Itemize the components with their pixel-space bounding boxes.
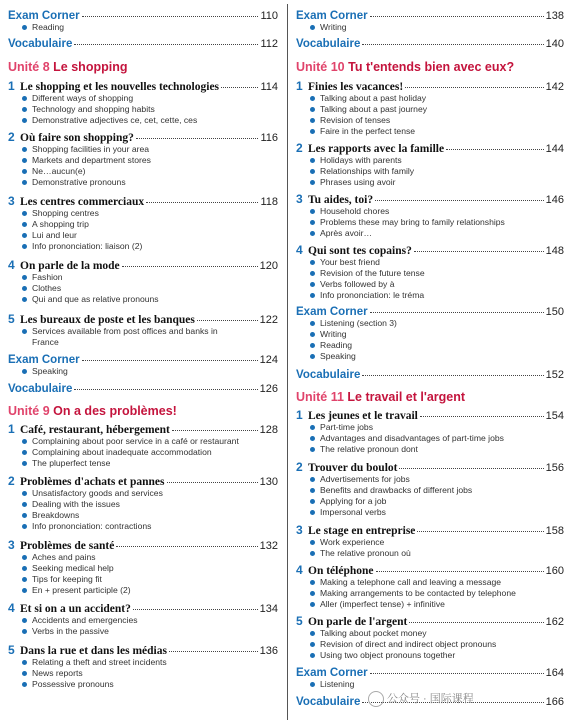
section-title: Les centres commerciaux	[20, 196, 145, 208]
section-title: Dans la rue et dans les médias	[20, 645, 167, 657]
list-item: Info prononciation: contractions	[22, 521, 278, 532]
list-item: Complaining about inadequate accommodation	[22, 447, 278, 458]
section-number: 2	[296, 460, 303, 474]
page-number: 120	[259, 260, 278, 272]
list-item: Unsatisfactory goods and services	[22, 488, 278, 499]
exam-corner-164[interactable]	[296, 667, 564, 690]
section-u10-2[interactable]	[296, 141, 564, 188]
unit-name: On a des problèmes!	[53, 404, 177, 418]
exam-corner-title: Exam Corner	[296, 306, 368, 318]
list-item: Making a telephone call and leaving a message	[310, 577, 564, 588]
section-title: Les jeunes et le travail	[308, 410, 418, 422]
column-divider	[287, 4, 288, 720]
section-title: Trouver du boulot	[308, 462, 398, 474]
page-number: 156	[545, 462, 564, 474]
section-u9-1[interactable]	[8, 422, 278, 469]
page-number: 114	[260, 81, 278, 93]
list-item: Holidays with parents	[310, 155, 564, 166]
section-title: Où faire son shopping?	[20, 132, 134, 144]
section-title: Tu aides, toi?	[308, 194, 374, 206]
page-number: 152	[545, 369, 564, 381]
vocabulaire-126[interactable]	[8, 383, 278, 395]
unit-label: Unité 8	[8, 60, 50, 74]
unit-label: Unité 9	[8, 404, 50, 418]
list-item: Clothes	[22, 283, 278, 294]
section-title: Finies les vacances!	[308, 81, 404, 93]
list-item: Après avoir…	[310, 228, 564, 239]
list-item: Technology and shopping habits	[22, 104, 278, 115]
page-number: 164	[545, 667, 564, 679]
watermark-text: 公众号 · 国际课程	[387, 693, 474, 705]
section-u8-5[interactable]	[8, 312, 278, 348]
section-title: Problèmes de santé	[20, 540, 115, 552]
section-u10-1[interactable]	[296, 79, 564, 137]
list-item: Part-time jobs	[310, 422, 564, 433]
item-list	[8, 326, 242, 348]
item-list	[296, 577, 564, 610]
list-item: Fashion	[22, 272, 278, 283]
list-item: Household chores	[310, 206, 564, 217]
list-item: Benefits and drawbacks of different jobs	[310, 485, 564, 496]
list-item: A shopping trip	[22, 219, 278, 230]
list-item: Speaking	[310, 351, 564, 362]
page-number: 132	[259, 540, 278, 552]
list-item: News reports	[22, 668, 278, 679]
section-number: 3	[296, 523, 303, 537]
section-u9-4[interactable]	[8, 601, 278, 637]
list-item: Reading	[22, 22, 278, 33]
list-item: Accidents and emergencies	[22, 615, 278, 626]
section-number: 2	[8, 130, 15, 144]
list-item: Lui and leur	[22, 230, 278, 241]
exam-corner-124[interactable]	[8, 354, 278, 377]
item-list	[296, 93, 564, 137]
exam-corner-138[interactable]	[296, 10, 564, 33]
exam-corner-title: Exam Corner	[296, 10, 368, 22]
list-item: Faire in the perfect tense	[310, 126, 564, 137]
item-list	[8, 552, 278, 596]
item-list	[296, 318, 564, 362]
list-item: Verbs in the passive	[22, 626, 278, 637]
vocabulaire-title: Vocabulaire	[296, 369, 361, 381]
section-u8-4[interactable]	[8, 258, 278, 305]
item-list	[296, 22, 564, 33]
list-item: Your best friend	[310, 257, 564, 268]
list-item: Info prononciation: liaison (2)	[22, 241, 278, 252]
vocabulaire-152[interactable]	[296, 369, 564, 381]
page-number: 134	[259, 603, 278, 615]
list-item: Dealing with the issues	[22, 499, 278, 510]
list-item: Shopping centres	[22, 208, 278, 219]
section-title: Le stage en entreprise	[308, 525, 416, 537]
wechat-icon	[368, 691, 384, 707]
page-number: 160	[545, 565, 564, 577]
item-list	[296, 206, 564, 239]
item-list	[296, 628, 564, 661]
item-list	[296, 155, 564, 188]
page-number: 128	[259, 424, 278, 436]
watermark	[368, 690, 474, 707]
page-number: 118	[260, 196, 278, 208]
item-list	[296, 537, 564, 559]
list-item: Revision of tenses	[310, 115, 564, 126]
page-number: 138	[545, 10, 564, 22]
list-item: Demonstrative pronouns	[22, 177, 278, 188]
list-item: Markets and department stores	[22, 155, 278, 166]
list-item: Applying for a job	[310, 496, 564, 507]
item-list	[296, 422, 564, 455]
section-number: 2	[296, 141, 303, 155]
section-number: 2	[8, 474, 15, 488]
unit-label: Unité 11	[296, 390, 344, 404]
section-title: Café, restaurant, hébergement	[20, 424, 170, 436]
list-item: Revision of direct and indirect object pronouns	[310, 639, 564, 650]
page-number: 116	[260, 132, 278, 144]
section-number: 4	[8, 258, 15, 272]
page-number: 150	[545, 306, 564, 318]
list-item: Writing	[310, 22, 564, 33]
list-item: Reading	[310, 340, 564, 351]
section-number: 3	[8, 538, 15, 552]
section-u9-3[interactable]	[8, 538, 278, 596]
exam-corner-150[interactable]	[296, 306, 564, 362]
section-number: 4	[296, 243, 303, 257]
unit-10-heading	[296, 60, 564, 74]
list-item: Relationships with family	[310, 166, 564, 177]
section-title: Et si on a un accident?	[20, 603, 131, 615]
unit-11-heading	[296, 390, 564, 404]
page-number: 146	[545, 194, 564, 206]
section-title: On parle de l'argent	[308, 616, 408, 628]
list-item: Listening (section 3)	[310, 318, 564, 329]
list-item: Possessive pronouns	[22, 679, 278, 690]
list-item: Listening	[310, 679, 564, 690]
list-item: Phrases using avoir	[310, 177, 564, 188]
section-u9-5[interactable]	[8, 643, 278, 690]
page-number: 130	[259, 476, 278, 488]
page-number: 126	[259, 383, 278, 395]
list-item: Info prononciation: le tréma	[310, 290, 564, 301]
item-list	[8, 488, 278, 532]
vocabulaire-title: Vocabulaire	[8, 38, 73, 50]
list-item: Qui and que as relative pronouns	[22, 294, 278, 305]
page-number: 110	[260, 10, 278, 22]
exam-corner-title: Exam Corner	[8, 10, 80, 22]
list-item: Ne…aucun(e)	[22, 166, 278, 177]
section-u8-3[interactable]	[8, 194, 278, 252]
item-list	[8, 93, 278, 126]
page-number: 144	[545, 143, 564, 155]
list-item: Shopping facilities in your area	[22, 144, 278, 155]
page-number: 142	[545, 81, 564, 93]
list-item: The relative pronoun dont	[310, 444, 564, 455]
item-list	[8, 366, 278, 377]
unit-name: Tu t'entends bien avec eux?	[348, 60, 515, 74]
list-item: Demonstrative adjectives ce, cet, cette, ces	[22, 115, 278, 126]
section-u8-2[interactable]	[8, 130, 278, 188]
section-u8-1[interactable]	[8, 79, 278, 126]
section-u11-5[interactable]	[296, 614, 564, 661]
list-item: Talking about a past holiday	[310, 93, 564, 104]
list-item: Writing	[310, 329, 564, 340]
section-title: Qui sont tes copains?	[308, 245, 412, 257]
page-number: 140	[545, 38, 564, 50]
item-list	[296, 257, 564, 301]
page-number: 148	[545, 245, 564, 257]
section-title: Problèmes d'achats et pannes	[20, 476, 165, 488]
item-list	[296, 679, 564, 690]
unit-8-heading	[8, 60, 278, 74]
unit-name: Le shopping	[53, 60, 128, 74]
section-u10-3[interactable]	[296, 192, 564, 239]
section-title: Le shopping et les nouvelles technologies	[20, 81, 220, 93]
section-number: 5	[296, 614, 303, 628]
section-u10-4[interactable]	[296, 243, 564, 301]
item-list	[8, 615, 278, 637]
page-number: 112	[260, 38, 278, 50]
unit-name: Le travail et l'argent	[347, 390, 466, 404]
list-item: Problems these may bring to family relationships	[310, 217, 564, 228]
section-u11-1[interactable]	[296, 408, 564, 455]
exam-corner-110[interactable]	[8, 10, 278, 33]
page-number: 158	[545, 525, 564, 537]
section-number: 4	[296, 563, 303, 577]
section-title: On parle de la mode	[20, 260, 120, 272]
section-number: 1	[296, 408, 303, 422]
vocabulaire-title: Vocabulaire	[296, 38, 361, 50]
section-u11-3[interactable]	[296, 523, 564, 559]
list-item: Aches and pains	[22, 552, 278, 563]
list-item: The pluperfect tense	[22, 458, 278, 469]
list-item: En + present participle (2)	[22, 585, 278, 596]
section-title: Les rapports avec la famille	[308, 143, 445, 155]
unit-9-heading	[8, 404, 278, 418]
section-number: 1	[8, 422, 15, 436]
vocabulaire-title: Vocabulaire	[8, 383, 73, 395]
exam-corner-title: Exam Corner	[8, 354, 80, 366]
exam-corner-title: Exam Corner	[296, 667, 368, 679]
list-item: Using two object pronouns together	[310, 650, 564, 661]
item-list	[8, 436, 278, 469]
list-item: Speaking	[22, 366, 278, 377]
section-u11-2[interactable]	[296, 460, 564, 518]
list-item: Impersonal verbs	[310, 507, 564, 518]
list-item: Talking about a past journey	[310, 104, 564, 115]
list-item: Work experience	[310, 537, 564, 548]
item-list	[8, 657, 278, 690]
item-list	[296, 474, 564, 518]
page-number: 124	[259, 354, 278, 366]
page-number: 162	[545, 616, 564, 628]
section-number: 3	[296, 192, 303, 206]
list-item: Advantages and disadvantages of part-time jobs	[310, 433, 564, 444]
list-item: Services available from post offices and banks in France	[22, 326, 242, 348]
list-item: Making arrangements to be contacted by telephone	[310, 588, 564, 599]
section-title: Les bureaux de poste et les banques	[20, 314, 195, 326]
list-item: Revision of the future tense	[310, 268, 564, 279]
list-item: Tips for keeping fit	[22, 574, 278, 585]
page-number: 136	[259, 645, 278, 657]
item-list	[8, 208, 278, 252]
unit-label: Unité 10	[296, 60, 345, 74]
list-item: Relating a theft and street incidents	[22, 657, 278, 668]
section-number: 5	[8, 643, 15, 657]
page-number: 166	[545, 696, 564, 708]
list-item: The relative pronoun où	[310, 548, 564, 559]
item-list	[8, 272, 278, 305]
section-number: 3	[8, 194, 15, 208]
vocabulaire-140[interactable]	[296, 38, 564, 50]
section-number: 4	[8, 601, 15, 615]
list-item: Advertisements for jobs	[310, 474, 564, 485]
section-u11-4[interactable]	[296, 563, 564, 610]
section-number: 1	[8, 79, 15, 93]
section-number: 1	[296, 79, 303, 93]
section-title: On téléphone	[308, 565, 374, 577]
list-item: Talking about pocket money	[310, 628, 564, 639]
vocabulaire-title: Vocabulaire	[296, 696, 361, 708]
list-item: Verbs followed by à	[310, 279, 564, 290]
list-item: Seeking medical help	[22, 563, 278, 574]
vocabulaire-112[interactable]	[8, 38, 278, 50]
list-item: Complaining about poor service in a café or restaurant	[22, 436, 278, 447]
list-item: Aller (imperfect tense) + infinitive	[310, 599, 564, 610]
page-number: 154	[545, 410, 564, 422]
page-number: 122	[259, 314, 278, 326]
section-number: 5	[8, 312, 15, 326]
item-list	[8, 144, 278, 188]
list-item: Different ways of shopping	[22, 93, 278, 104]
item-list	[8, 22, 278, 33]
list-item: Breakdowns	[22, 510, 278, 521]
section-u9-2[interactable]	[8, 474, 278, 532]
